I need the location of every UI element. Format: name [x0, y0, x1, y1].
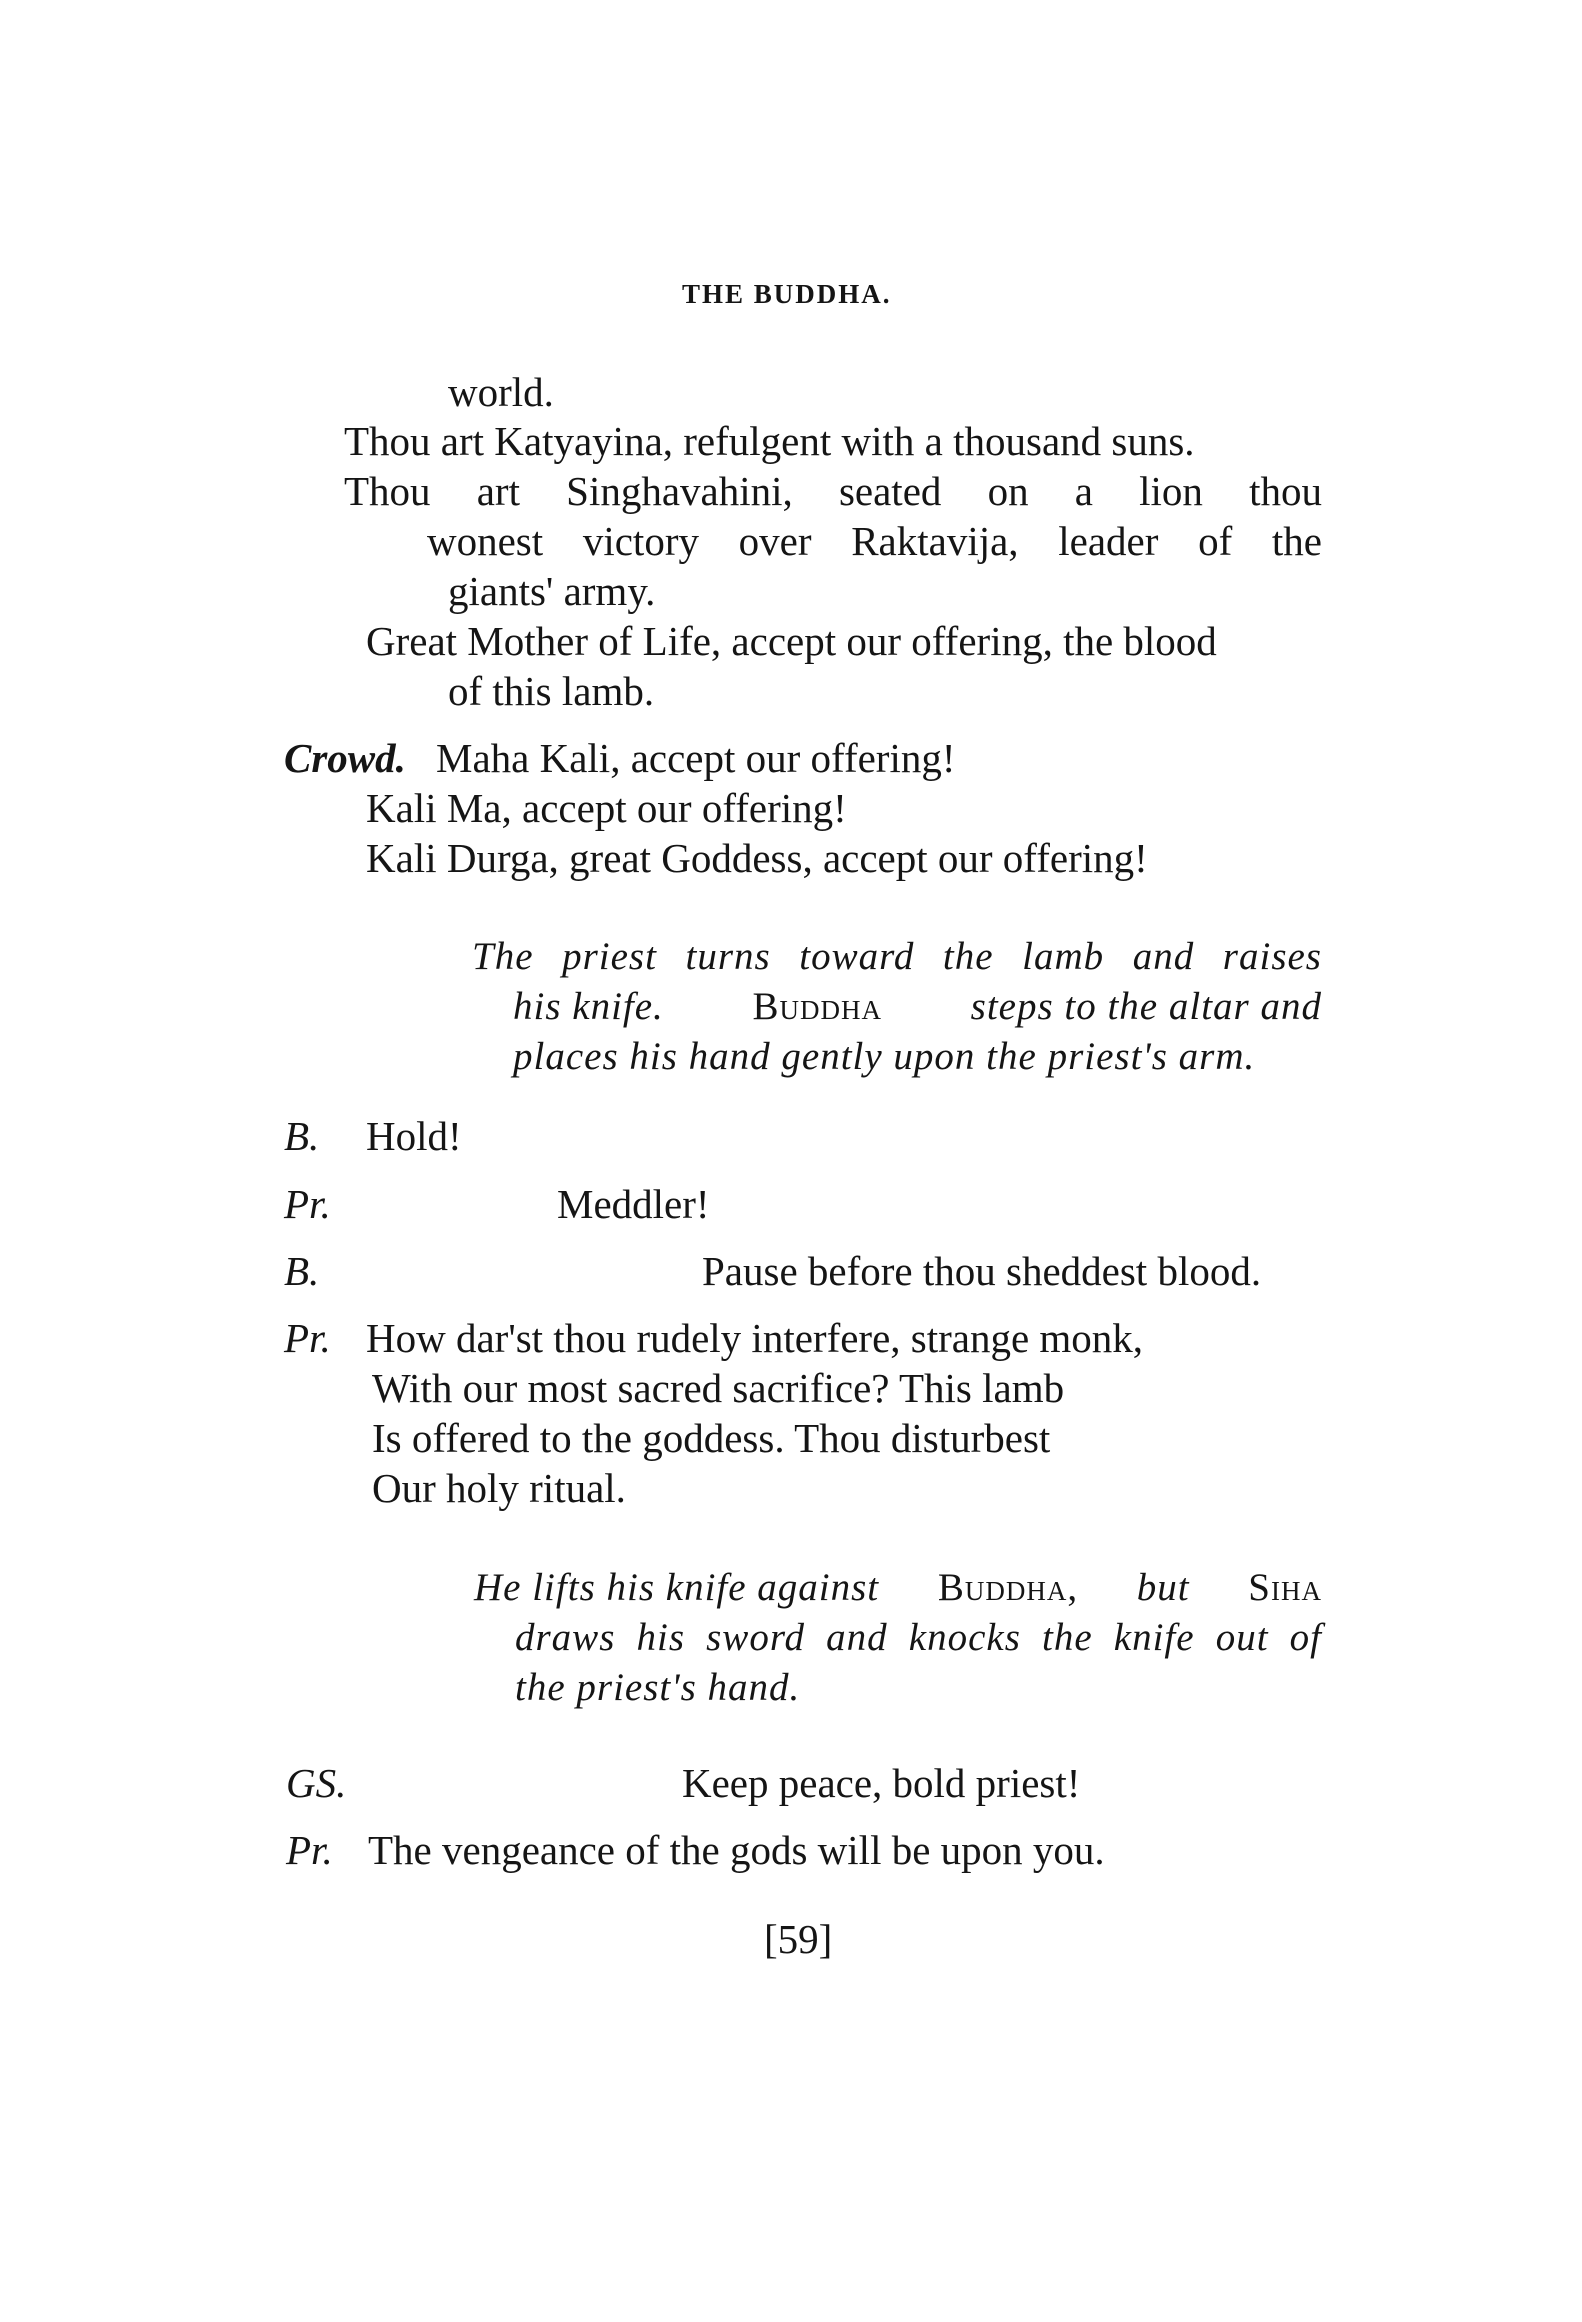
stage-text: He lifts his knife against	[474, 1566, 880, 1609]
verse-line: Maha Kali, accept our offering!	[436, 735, 956, 781]
stage-direction	[513, 987, 1322, 1026]
stage-text: but	[1136, 1566, 1190, 1609]
verse-line: With our most sacred sacrifice? This lamb	[372, 1365, 1065, 1411]
speaker-label: GS.	[286, 1760, 347, 1806]
stage-direction: the priest's hand.	[515, 1666, 801, 1709]
speaker-label: B.	[284, 1248, 320, 1294]
verse-line: Is offered to the goddess. Thou disturbest	[372, 1415, 1051, 1461]
stage-direction: draws his sword and knocks the knife out of	[515, 1616, 1322, 1659]
stage-direction: The priest turns toward the lamb and raises	[472, 935, 1322, 978]
verse-line: Great Mother of Life, accept our offering, the blood	[366, 618, 1217, 664]
speaker-label: Pr.	[284, 1181, 331, 1227]
page-number: [59]	[764, 1916, 833, 1962]
character-name: Buddha	[752, 985, 882, 1028]
dialogue-line: Hold!	[366, 1113, 462, 1159]
speaker-label: Pr.	[286, 1827, 333, 1873]
verse-line: wonest victory over Raktavija, leader of the	[427, 518, 1322, 564]
verse-line: world.	[448, 369, 554, 415]
dialogue-line: Pause before thou sheddest blood.	[702, 1248, 1262, 1294]
dialogue-line: The vengeance of the gods will be upon you.	[368, 1827, 1105, 1873]
verse-line: How dar'st thou rudely interfere, strange monk,	[366, 1315, 1144, 1361]
verse-line: giants' army.	[448, 568, 656, 614]
speaker-label: Pr.	[284, 1315, 331, 1361]
verse-line: Thou art Katyayina, refulgent with a thousand suns.	[344, 418, 1195, 464]
character-name: Siha	[1248, 1566, 1322, 1609]
running-head: THE BUDDHA.	[682, 279, 892, 309]
stage-direction	[474, 1568, 1322, 1607]
stage-direction: places his hand gently upon the priest's arm.	[513, 1035, 1256, 1078]
dialogue-line: Meddler!	[557, 1181, 710, 1227]
speaker-label: B.	[284, 1113, 320, 1159]
verse-line: Kali Ma, accept our offering!	[366, 785, 847, 831]
stage-text: steps to the altar and	[970, 985, 1322, 1028]
dialogue-line: Keep peace, bold priest!	[682, 1760, 1081, 1806]
stage-text: his knife.	[513, 985, 664, 1028]
speaker-label: Crowd.	[284, 735, 406, 781]
verse-line: Our holy ritual.	[372, 1465, 626, 1511]
verse-line: Thou art Singhavahini, seated on a lion thou	[344, 468, 1322, 514]
character-name: Buddha,	[937, 1566, 1079, 1609]
verse-line: of this lamb.	[448, 668, 655, 714]
verse-line: Kali Durga, great Goddess, accept our offering!	[366, 835, 1148, 881]
